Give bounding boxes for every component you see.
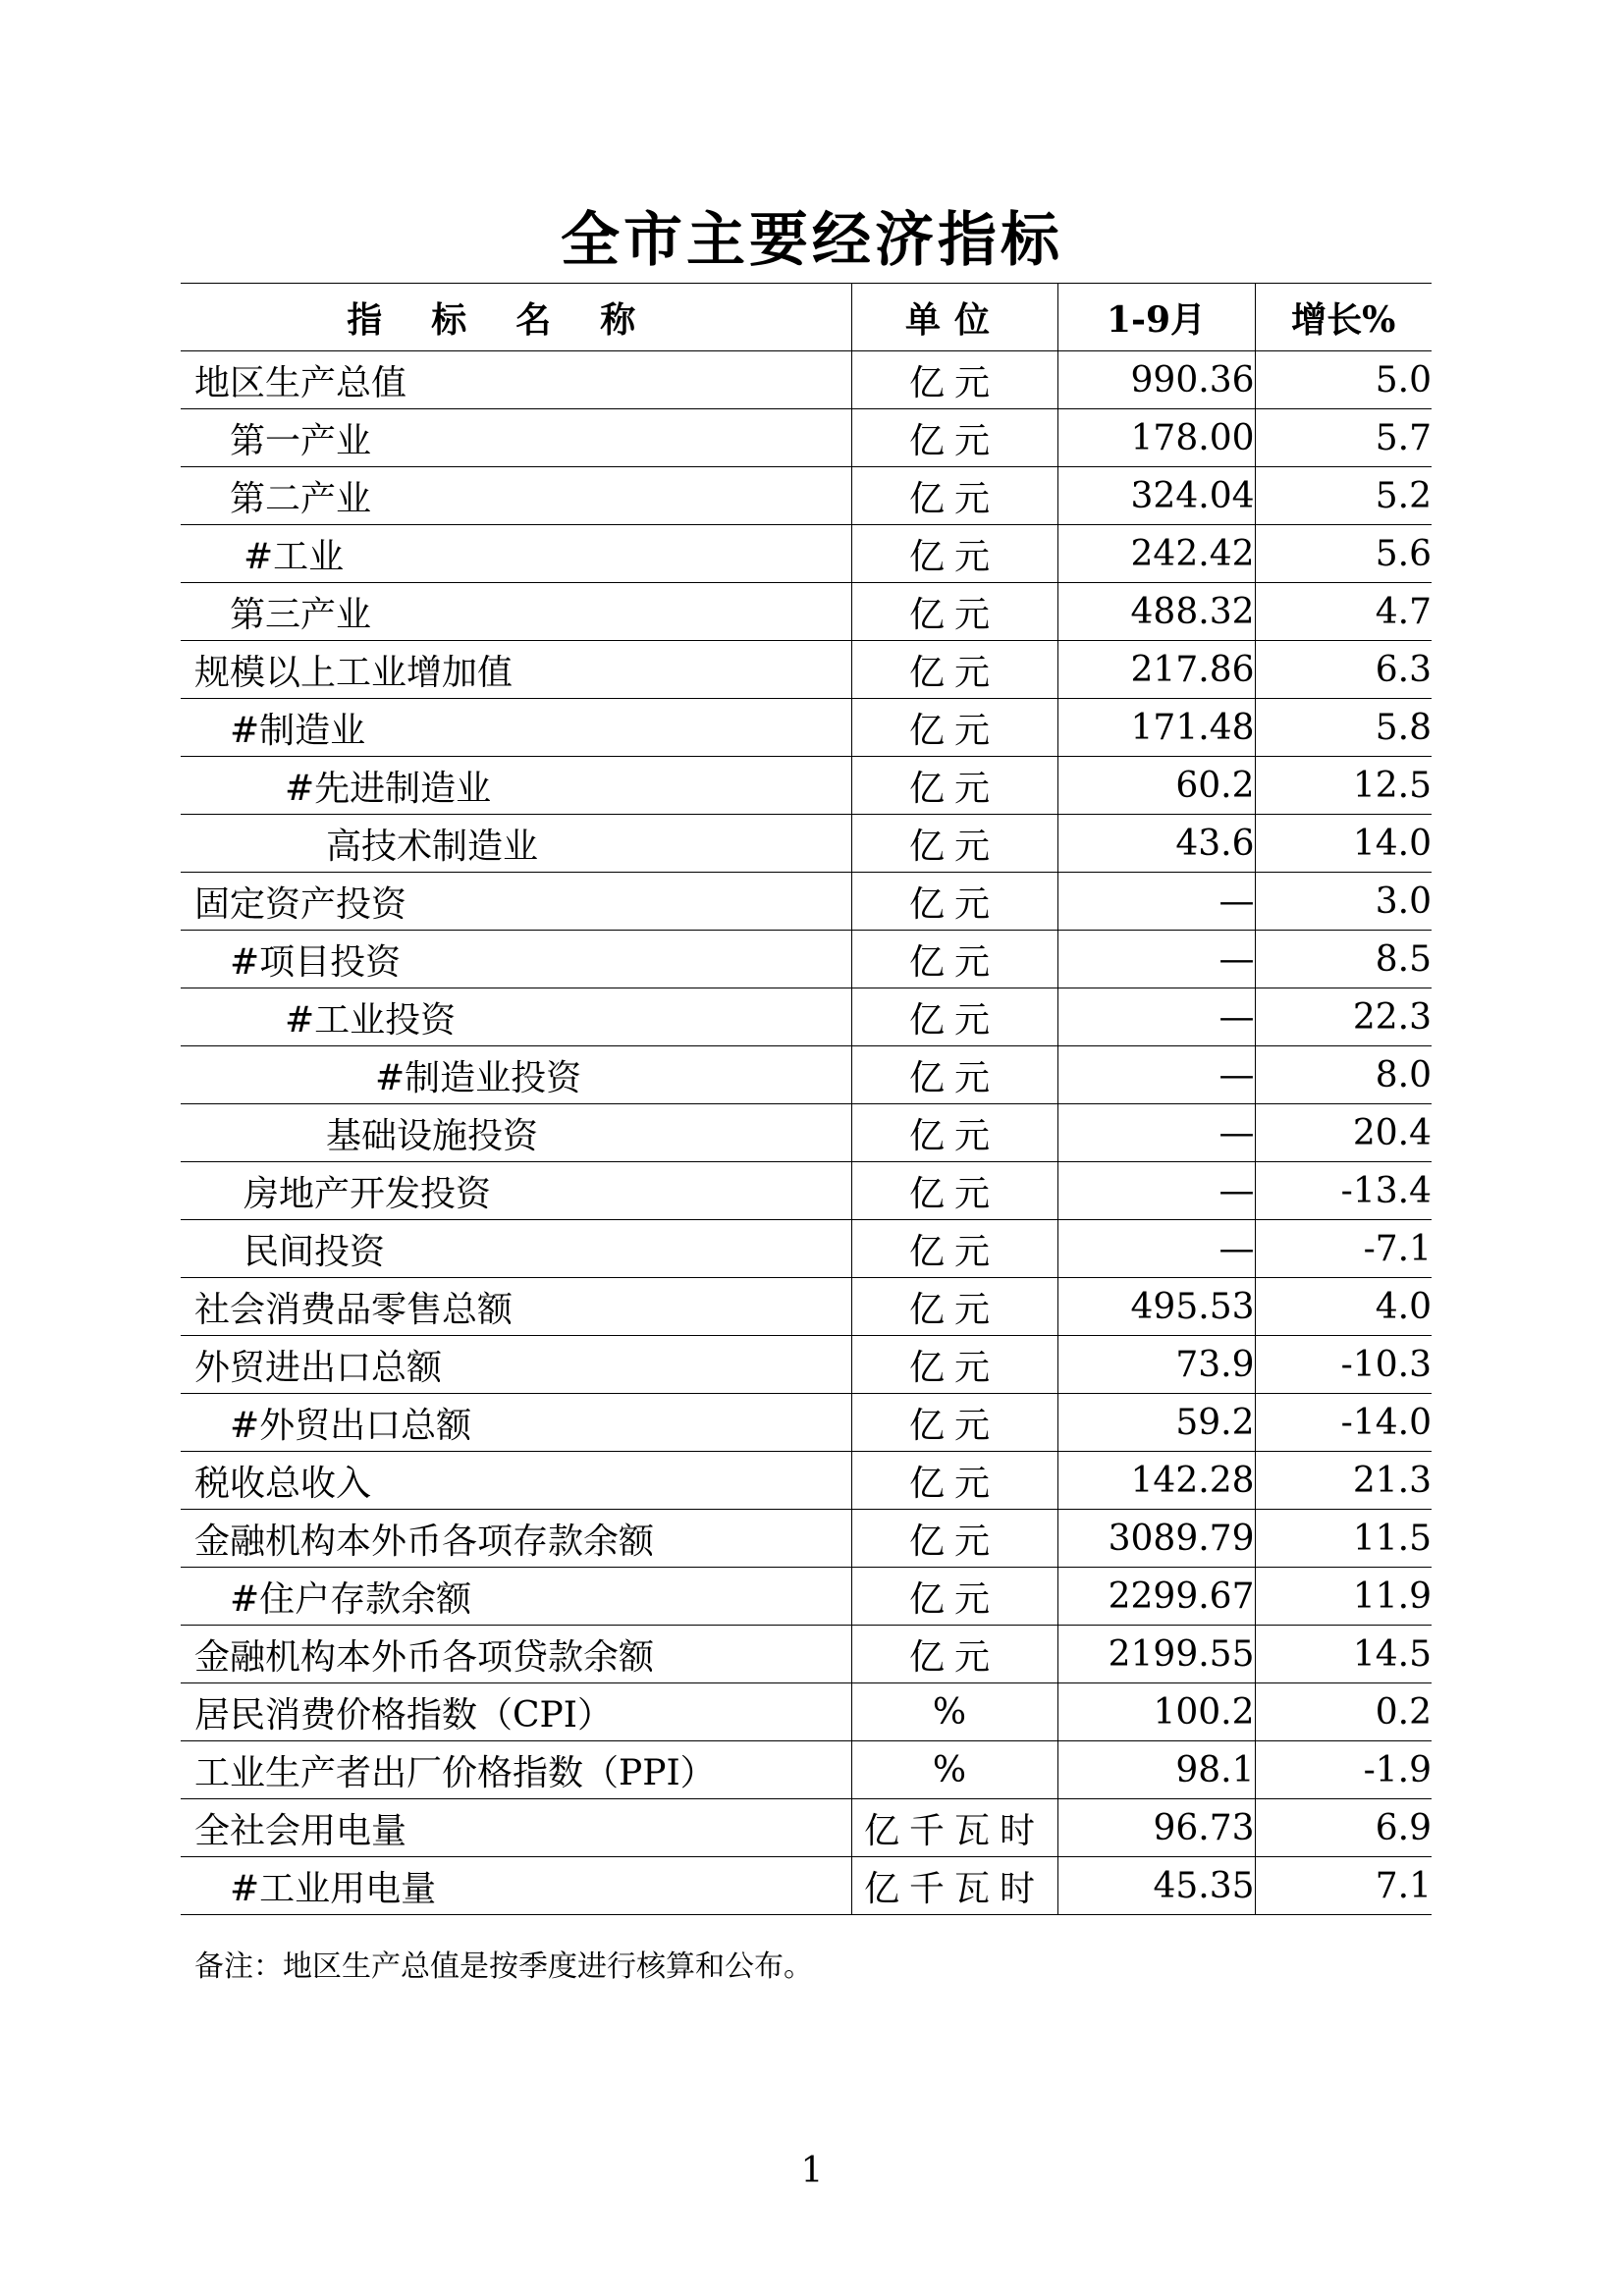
header-growth: 增长% xyxy=(1255,284,1432,351)
table-row xyxy=(181,1046,1432,1104)
indicator-name-cell: 基础设施投资 xyxy=(181,1104,851,1162)
header-unit: 单位 xyxy=(851,284,1057,351)
value-cell: 242.42 xyxy=(1057,525,1255,583)
indicator-name-cell: 第一产业 xyxy=(181,409,851,467)
table-row xyxy=(181,931,1432,988)
indicator-name-cell: #外贸出口总额 xyxy=(181,1394,851,1452)
table-row xyxy=(181,1278,1432,1336)
value-cell: 2299.67 xyxy=(1057,1568,1255,1626)
value-cell: 3089.79 xyxy=(1057,1510,1255,1568)
table-row xyxy=(181,467,1432,525)
indicator-name-cell: #项目投资 xyxy=(181,931,851,988)
value-cell: 2199.55 xyxy=(1057,1626,1255,1683)
growth-cell: 6.3 xyxy=(1255,641,1432,699)
unit-cell: 亿元 xyxy=(851,1046,1057,1104)
growth-cell: 5.2 xyxy=(1255,467,1432,525)
indicator-name-cell: #工业用电量 xyxy=(181,1857,851,1915)
growth-cell: 7.1 xyxy=(1255,1857,1432,1915)
unit-cell: 亿元 xyxy=(851,931,1057,988)
growth-cell: 6.9 xyxy=(1255,1799,1432,1857)
page-number: 1 xyxy=(800,2151,824,2191)
value-cell: — xyxy=(1057,931,1255,988)
value-cell: — xyxy=(1057,1162,1255,1220)
value-cell: 990.36 xyxy=(1057,351,1255,409)
indicator-name-cell: #制造业 xyxy=(181,699,851,757)
value-cell: — xyxy=(1057,1104,1255,1162)
value-cell: — xyxy=(1057,873,1255,931)
growth-cell: 8.0 xyxy=(1255,1046,1432,1104)
table-row xyxy=(181,1510,1432,1568)
unit-cell: 亿元 xyxy=(851,1510,1057,1568)
value-cell: 73.9 xyxy=(1057,1336,1255,1394)
value-cell: 100.2 xyxy=(1057,1683,1255,1741)
growth-cell: 5.6 xyxy=(1255,525,1432,583)
table-row xyxy=(181,525,1432,583)
unit-cell: 亿元 xyxy=(851,351,1057,409)
table-row xyxy=(181,1568,1432,1626)
table-row xyxy=(181,699,1432,757)
table-row xyxy=(181,1394,1432,1452)
indicator-name-cell: #工业投资 xyxy=(181,988,851,1046)
value-cell: 96.73 xyxy=(1057,1799,1255,1857)
table-row xyxy=(181,1799,1432,1857)
footnote: 备注：地区生产总值是按季度进行核算和公布。 xyxy=(194,1949,813,1984)
value-cell: 60.2 xyxy=(1057,757,1255,815)
growth-cell: 11.9 xyxy=(1255,1568,1432,1626)
growth-cell: 5.7 xyxy=(1255,409,1432,467)
indicator-name-cell: #先进制造业 xyxy=(181,757,851,815)
page-title: 全市主要经济指标 xyxy=(561,206,1063,275)
unit-cell: 亿元 xyxy=(851,1104,1057,1162)
unit-cell: 亿元 xyxy=(851,1220,1057,1278)
value-cell: 142.28 xyxy=(1057,1452,1255,1510)
table-row xyxy=(181,1104,1432,1162)
unit-cell: 亿元 xyxy=(851,1394,1057,1452)
unit-cell: 亿元 xyxy=(851,1162,1057,1220)
table-row xyxy=(181,1683,1432,1741)
growth-cell: 5.0 xyxy=(1255,351,1432,409)
unit-cell: 亿元 xyxy=(851,757,1057,815)
growth-cell: 14.0 xyxy=(1255,815,1432,873)
indicator-name-cell: 全社会用电量 xyxy=(181,1799,851,1857)
unit-cell: 亿千瓦时 xyxy=(851,1857,1057,1915)
indicator-name-cell: 第二产业 xyxy=(181,467,851,525)
value-cell: 98.1 xyxy=(1057,1741,1255,1799)
value-cell: 171.48 xyxy=(1057,699,1255,757)
value-cell: 324.04 xyxy=(1057,467,1255,525)
indicator-name-cell: 房地产开发投资 xyxy=(181,1162,851,1220)
growth-cell: 21.3 xyxy=(1255,1452,1432,1510)
table-row xyxy=(181,1162,1432,1220)
growth-cell: 14.5 xyxy=(1255,1626,1432,1683)
growth-cell: 0.2 xyxy=(1255,1683,1432,1741)
indicator-name-cell: 外贸进出口总额 xyxy=(181,1336,851,1394)
indicators-table xyxy=(181,283,1432,1915)
value-cell: — xyxy=(1057,1220,1255,1278)
table-row xyxy=(181,1452,1432,1510)
table-row xyxy=(181,409,1432,467)
unit-cell: 亿元 xyxy=(851,873,1057,931)
indicator-name-cell: 社会消费品零售总额 xyxy=(181,1278,851,1336)
growth-cell: -10.3 xyxy=(1255,1336,1432,1394)
growth-cell: -1.9 xyxy=(1255,1741,1432,1799)
unit-cell: 亿元 xyxy=(851,583,1057,641)
value-cell: — xyxy=(1057,1046,1255,1104)
growth-cell: -14.0 xyxy=(1255,1394,1432,1452)
growth-cell: 5.8 xyxy=(1255,699,1432,757)
growth-cell: 8.5 xyxy=(1255,931,1432,988)
growth-cell: -7.1 xyxy=(1255,1220,1432,1278)
unit-cell: 亿元 xyxy=(851,467,1057,525)
table-row xyxy=(181,1857,1432,1915)
growth-cell: 22.3 xyxy=(1255,988,1432,1046)
indicator-name-cell: 第三产业 xyxy=(181,583,851,641)
unit-cell: 亿元 xyxy=(851,409,1057,467)
header-indicator-name: 指标名称 xyxy=(181,284,851,351)
value-cell: 217.86 xyxy=(1057,641,1255,699)
table-row xyxy=(181,1336,1432,1394)
value-cell: 59.2 xyxy=(1057,1394,1255,1452)
unit-cell: 亿元 xyxy=(851,641,1057,699)
value-cell: — xyxy=(1057,988,1255,1046)
table-row xyxy=(181,1626,1432,1683)
growth-cell: 4.7 xyxy=(1255,583,1432,641)
indicator-name-cell: 地区生产总值 xyxy=(181,351,851,409)
indicator-name-cell: 固定资产投资 xyxy=(181,873,851,931)
unit-cell: 亿元 xyxy=(851,1568,1057,1626)
value-cell: 45.35 xyxy=(1057,1857,1255,1915)
indicator-name-cell: 民间投资 xyxy=(181,1220,851,1278)
indicator-name-cell: 规模以上工业增加值 xyxy=(181,641,851,699)
table-row xyxy=(181,1741,1432,1799)
unit-cell: % xyxy=(851,1741,1057,1799)
unit-cell: 亿元 xyxy=(851,1626,1057,1683)
table-row xyxy=(181,1220,1432,1278)
table-row xyxy=(181,988,1432,1046)
table-row xyxy=(181,351,1432,409)
indicator-name-cell: #工业 xyxy=(181,525,851,583)
value-cell: 43.6 xyxy=(1057,815,1255,873)
growth-cell: 12.5 xyxy=(1255,757,1432,815)
unit-cell: 亿元 xyxy=(851,815,1057,873)
unit-cell: 亿千瓦时 xyxy=(851,1799,1057,1857)
table-row xyxy=(181,583,1432,641)
growth-cell: 3.0 xyxy=(1255,873,1432,931)
unit-cell: 亿元 xyxy=(851,699,1057,757)
indicator-name-cell: 金融机构本外币各项贷款余额 xyxy=(181,1626,851,1683)
header-value: 1-9月 xyxy=(1057,284,1255,351)
unit-cell: 亿元 xyxy=(851,525,1057,583)
indicator-name-cell: 工业生产者出厂价格指数（PPI） xyxy=(181,1741,851,1799)
table-header-row xyxy=(181,284,1432,351)
table-row xyxy=(181,815,1432,873)
growth-cell: 4.0 xyxy=(1255,1278,1432,1336)
table-row xyxy=(181,757,1432,815)
table-body xyxy=(181,351,1432,1915)
indicator-name-cell: 高技术制造业 xyxy=(181,815,851,873)
growth-cell: 11.5 xyxy=(1255,1510,1432,1568)
growth-cell: -13.4 xyxy=(1255,1162,1432,1220)
indicator-name-cell: 税收总收入 xyxy=(181,1452,851,1510)
table-row xyxy=(181,873,1432,931)
unit-cell: 亿元 xyxy=(851,1278,1057,1336)
value-cell: 495.53 xyxy=(1057,1278,1255,1336)
table-row xyxy=(181,641,1432,699)
unit-cell: 亿元 xyxy=(851,1452,1057,1510)
growth-cell: 20.4 xyxy=(1255,1104,1432,1162)
unit-cell: % xyxy=(851,1683,1057,1741)
value-cell: 488.32 xyxy=(1057,583,1255,641)
indicator-name-cell: #住户存款余额 xyxy=(181,1568,851,1626)
indicator-name-cell: #制造业投资 xyxy=(181,1046,851,1104)
unit-cell: 亿元 xyxy=(851,988,1057,1046)
value-cell: 178.00 xyxy=(1057,409,1255,467)
indicator-name-cell: 居民消费价格指数（CPI） xyxy=(181,1683,851,1741)
indicator-name-cell: 金融机构本外币各项存款余额 xyxy=(181,1510,851,1568)
unit-cell: 亿元 xyxy=(851,1336,1057,1394)
